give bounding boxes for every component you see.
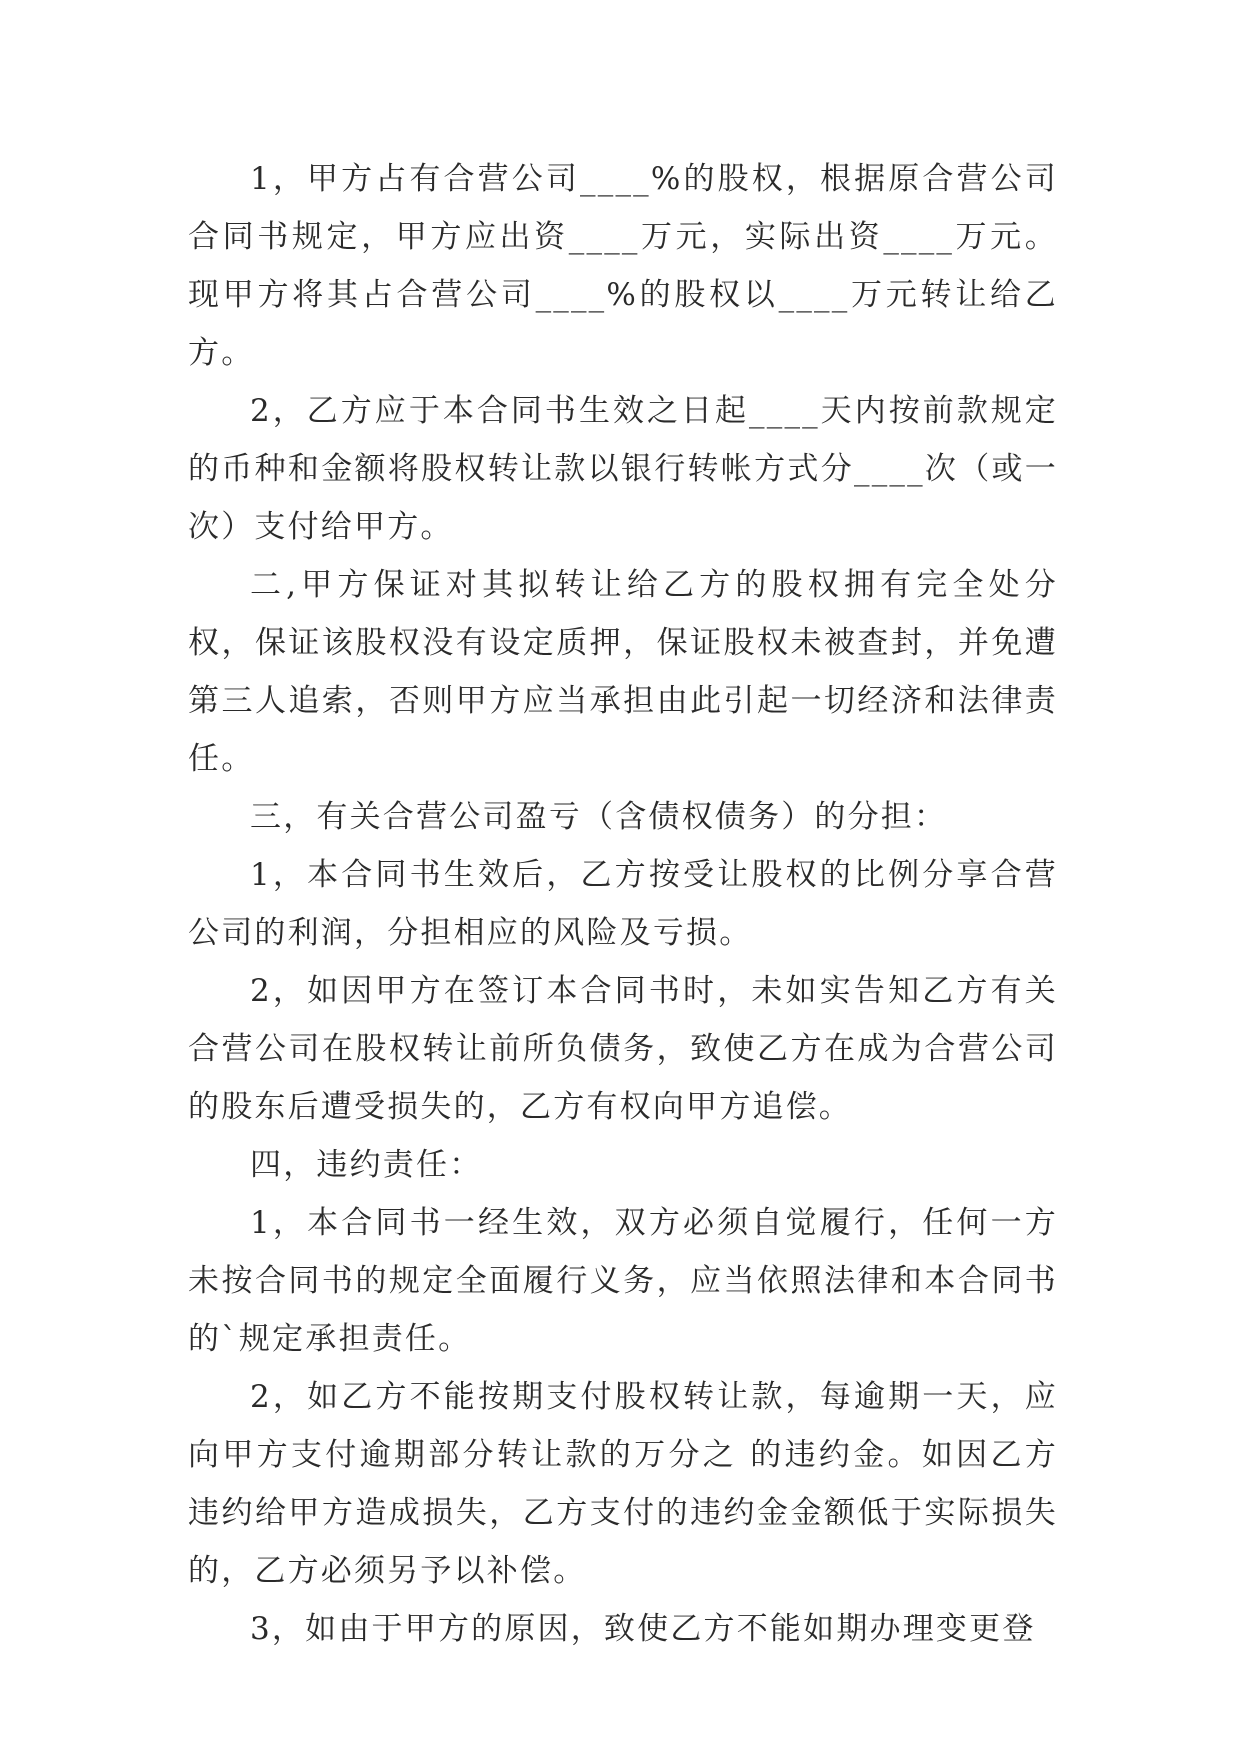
section-2-guarantee: 二,甲方保证对其拟转让给乙方的股权拥有完全处分权，保证该股权没有设定质押，保证股权未被查封，并免遭第三人追索，否则甲方应当承担由此引起一切经济和法律责任。 <box>188 567 1058 777</box>
section-4-clause-2: 2，如乙方不能按期支付股权转让款，每逾期一天，应向甲方支付逾期部分转让款的万分之 的违约金。如因乙方违约给甲方造成损失，乙方支付的违约金金额低于实际损失的，乙方必须另予以补偿。 <box>188 1379 1058 1589</box>
clause-2-payment-terms: 2，乙方应于本合同书生效之日起____天内按前款规定的币种和金额将股权转让款以银行转帐方式分____次（或一次）支付给甲方。 <box>188 393 1058 545</box>
section-3-heading: 三，有关合营公司盈亏（含债权债务）的分担： <box>250 799 948 835</box>
clause-1-equity-share: 1，甲方占有合营公司____%的股权，根据原合营公司合同书规定，甲方应出资____万元，实际出资____万元。现甲方将其占合营公司____%的股权以____万元转让给乙方。 <box>188 161 1058 371</box>
section-3-clause-2: 2，如因甲方在签订本合同书时，未如实告知乙方有关合营公司在股权转让前所负债务，致使乙方在成为合营公司的股东后遭受损失的，乙方有权向甲方追偿。 <box>188 973 1058 1125</box>
section-3-clause-1: 1，本合同书生效后，乙方按受让股权的比例分享合营公司的利润，分担相应的风险及亏损。 <box>188 857 1058 951</box>
section-4-clause-1: 1，本合同书一经生效，双方必须自觉履行，任何一方未按合同书的规定全面履行义务，应当依照法律和本合同书的`规定承担责任。 <box>188 1205 1058 1357</box>
document-page <box>188 150 1058 1658</box>
section-4-heading: 四，违约责任： <box>250 1147 483 1183</box>
section-4-clause-3: 3，如由于甲方的原因，致使乙方不能如期办理变更登 <box>250 1611 1036 1647</box>
